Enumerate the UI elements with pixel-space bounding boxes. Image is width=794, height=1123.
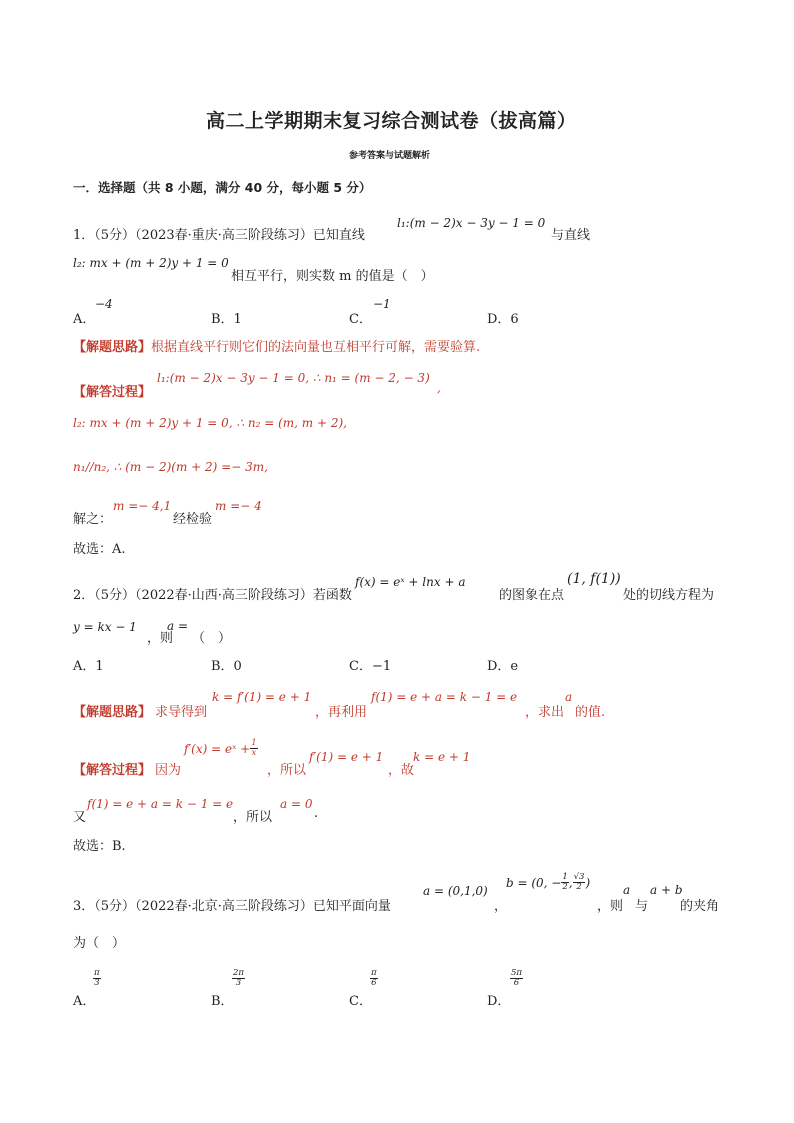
q1-idea-label: 【解题思路】	[73, 340, 152, 355]
q3-vector-b-fraction-1-numerator: 1	[562, 872, 568, 882]
q1-check-math: m =− 4	[215, 499, 262, 513]
q2-you-math-2: a = 0	[280, 797, 313, 811]
q1-check-text: 经检验	[173, 512, 213, 527]
q2-process-label: 【解答过程】	[73, 763, 152, 778]
q2-stem-mid: 的图象在点	[499, 588, 565, 603]
q1-idea	[73, 336, 480, 355]
q2-process-math-1: f′(x) = eˣ +	[184, 742, 251, 756]
q3-option-d-numerator: 5π	[511, 968, 522, 978]
q2-derivative-expr	[184, 738, 258, 758]
q3-vector-b-prefix: b = (0, −	[506, 876, 562, 890]
q1-line2-math: l₂: mx + (m + 2)y + 1 = 0	[73, 256, 229, 270]
q3-vector-b-fraction-2-denominator: 2	[576, 882, 582, 892]
q3-option-a-numerator: π	[94, 968, 100, 978]
q3-option-b-denominator: 3	[235, 978, 242, 988]
q2-process-fraction-numerator: 1	[251, 738, 257, 748]
q2-process-fraction	[250, 739, 257, 758]
q2-idea-text-1: 求导得到	[155, 705, 208, 720]
q1-stem-mid: 与直线	[551, 228, 591, 243]
q2-answer: 故选：B.	[73, 839, 126, 854]
q2-stem-suffix: 处的切线方程为	[623, 588, 715, 603]
q1-solve-label: 解之：	[73, 512, 113, 527]
q1-option-d: D．6	[487, 312, 519, 327]
q3-vector-a: a = (0,1,0)	[423, 884, 488, 898]
q3-vector-b-separator: ,	[568, 876, 573, 890]
q2-line-suffix: （ ）	[192, 631, 232, 646]
q1-idea-text: 根据直线平行则它们的法向量也互相平行可解，需要验算.	[151, 340, 481, 355]
q3-option-d-denominator: 6	[513, 978, 520, 988]
q2-option-b: B．0	[211, 659, 242, 674]
q3-option-b-numerator: 2π	[233, 968, 244, 978]
q2-idea-text-3: ，求出	[525, 705, 565, 720]
q1-option-c-value: −1	[373, 297, 391, 311]
q2-idea-math-1: k = f′(1) = e + 1	[212, 690, 312, 704]
q2-you-text: 又	[73, 810, 87, 825]
q2-stem-prefix: 2．（5分）（2022春·山西·高三阶段练习）若函数	[73, 588, 352, 603]
q1-option-a-label: A．	[73, 312, 96, 327]
q3-vector-b	[506, 872, 590, 892]
q1-process-label: 【解答过程】	[73, 385, 152, 400]
q2-process-math-2: f′(1) = e + 1	[309, 750, 384, 764]
q1-answer: 故选：A.	[73, 542, 126, 557]
q3-option-c-denominator: 6	[371, 978, 377, 988]
q3-vector-b-fraction-2-numerator: √3	[573, 872, 585, 882]
q2-process-text-1: 因为	[155, 763, 182, 778]
q3-vector-b-fraction-2	[573, 873, 586, 892]
q1-option-c-label: C．	[349, 312, 372, 327]
q2-you-math: f(1) = e + a = k − 1 = e	[87, 797, 234, 811]
q1-step-3: n₁//n₂, ∴ (m − 2)(m + 2) =− 3m,	[73, 460, 268, 474]
q1-step-1: l₁:(m − 2)x − 3y − 1 = 0, ∴ n₁ = (m − 2, − 3)	[157, 371, 430, 385]
q1-step-1-tail: ,	[437, 381, 441, 395]
q1-step-2: l₂: mx + (m + 2)y + 1 = 0, ∴ n₂ = (m, m + 2),	[73, 416, 347, 430]
q2-line-mid: ，则	[147, 631, 174, 646]
q2-idea-math-3: a	[565, 690, 573, 704]
q2-option-a: A．1	[73, 659, 104, 674]
q3-stem-line-2: 为（ ）	[73, 936, 126, 951]
q3-stem-text-4: 的夹角	[680, 899, 720, 914]
q2-you-end: .	[314, 806, 319, 821]
q3-option-b-label: B．	[211, 994, 234, 1009]
q2-option-c: C．−1	[349, 659, 392, 674]
q2-idea-label: 【解题思路】	[73, 705, 152, 720]
q3-option-b-fraction	[232, 969, 245, 988]
q2-line-math: y = kx − 1	[73, 620, 137, 634]
q3-stem-text-2: ，则	[597, 899, 624, 914]
q1-option-b: B．1	[211, 312, 242, 327]
q3-comma: ，	[494, 899, 508, 914]
q2-func-math: f(x) = eˣ + lnx + a	[355, 575, 466, 589]
page-title: 高二上学期期末复习综合测试卷（拔高篇）	[206, 110, 577, 132]
q1-stem-prefix: 1．（5分）（2023春·重庆·高三阶段练习）已知直线	[73, 228, 365, 243]
q3-stem-prefix: 3．（5分）（2022春·北京·高三阶段练习）已知平面向量	[73, 899, 391, 914]
q2-idea-text-4: 的值.	[575, 705, 606, 720]
q3-option-d-label: D．	[487, 994, 511, 1009]
q2-you-text-2: ，所以	[233, 810, 273, 825]
q2-idea-text-2: ，再利用	[315, 705, 368, 720]
q2-idea-math-2: f(1) = e + a = k − 1 = e	[371, 690, 518, 704]
q3-a-plus-b: a + b	[650, 883, 683, 897]
q3-option-c-numerator: π	[371, 968, 377, 978]
q3-option-d-fraction	[510, 969, 523, 988]
q2-process-fraction-denominator: x	[251, 748, 257, 758]
q2-process-text-3: ，故	[388, 763, 415, 778]
q1-solve-math: m =− 4,1	[113, 499, 172, 513]
page-subtitle: 参考答案与试题解析	[349, 151, 431, 161]
q3-option-c-fraction	[370, 969, 378, 988]
q2-process-text-2: ，所以	[267, 763, 307, 778]
q3-vector-b-fraction-1	[561, 873, 568, 892]
q3-option-a-label: A．	[73, 994, 96, 1009]
q3-vector-b-fraction-1-denominator: 2	[562, 882, 568, 892]
q2-option-d: D．e	[487, 659, 519, 674]
q3-a-symbol: a	[623, 883, 631, 897]
q1-line1-math: l₁:(m − 2)x − 3y − 1 = 0	[397, 216, 546, 230]
q2-process-math-3: k = e + 1	[413, 750, 471, 764]
q1-option-a-value: −4	[95, 297, 113, 311]
section-heading: 一．选择题（共 8 小题，满分 40 分，每小题 5 分）	[73, 180, 372, 195]
q3-option-a-fraction	[93, 969, 101, 988]
q3-option-a-denominator: 3	[94, 978, 100, 988]
q3-stem-text-3: 与	[635, 899, 649, 914]
q3-option-c-label: C．	[349, 994, 372, 1009]
q2-point-math: (1, f(1))	[567, 571, 621, 587]
q2-a-math: a =	[167, 619, 189, 633]
q3-vector-b-suffix: )	[585, 876, 591, 890]
q1-stem-suffix: 相互平行，则实数 m 的值是（ ）	[231, 269, 434, 284]
